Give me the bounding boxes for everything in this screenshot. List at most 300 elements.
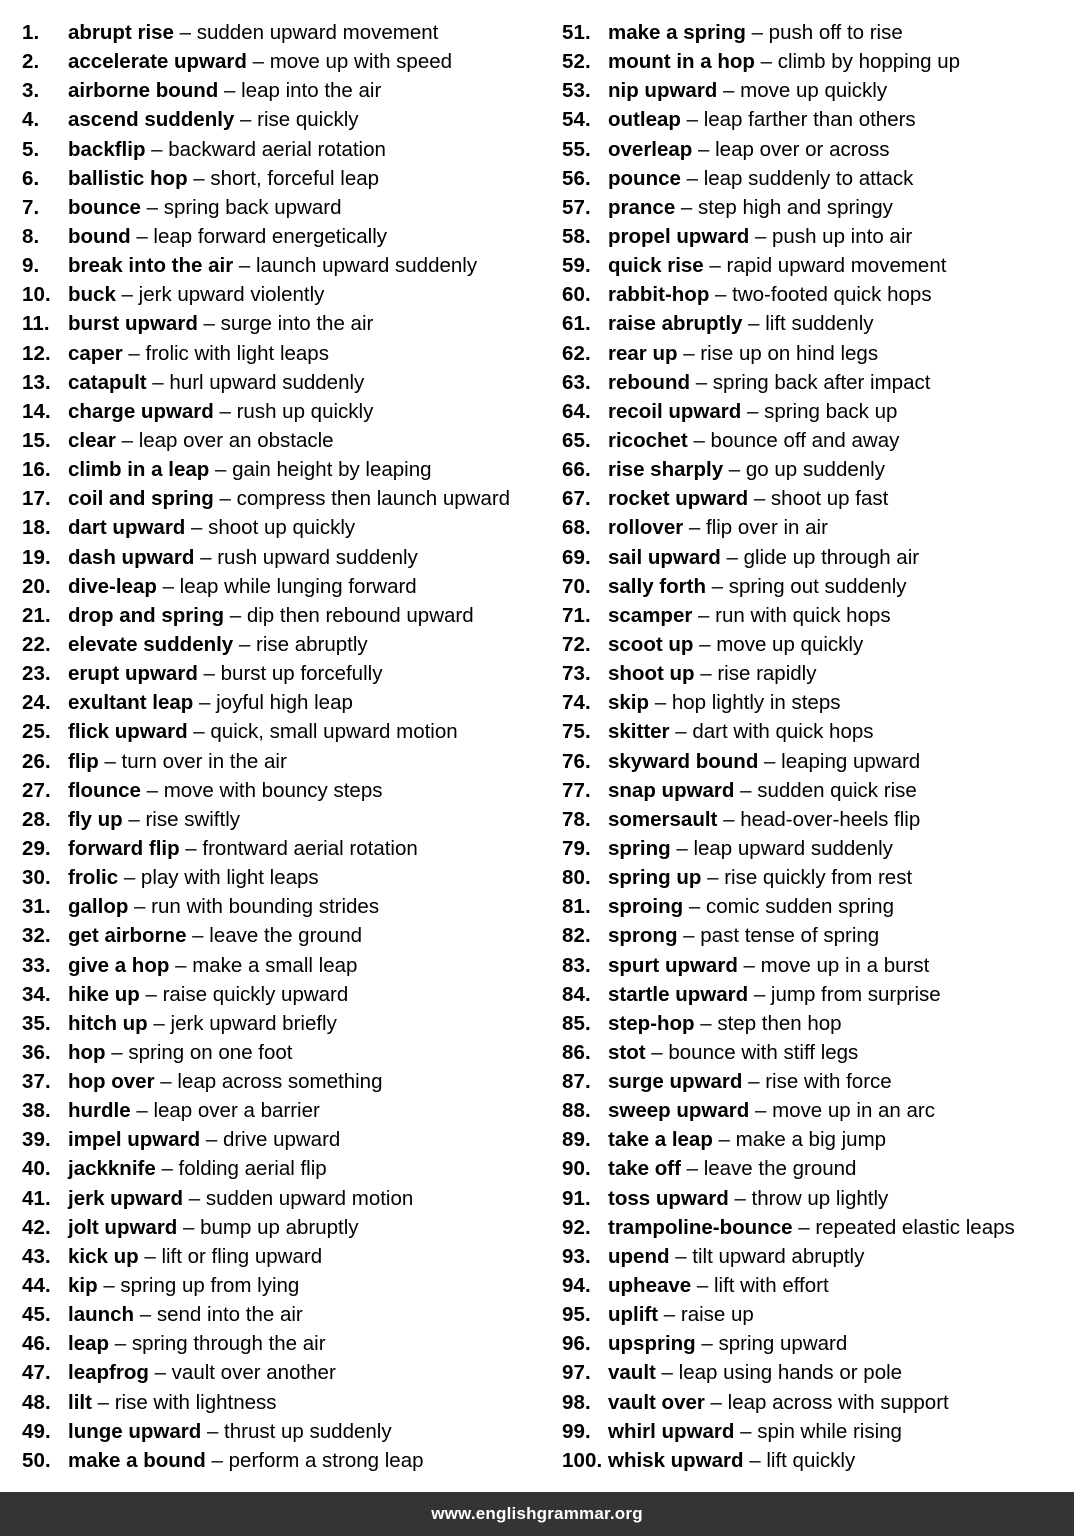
list-item-definition: rise up on hind legs [700,341,879,365]
list-item-term: get airborne [68,924,187,948]
list-item-body [608,747,920,776]
list-item-definition: rise swiftly [145,807,241,831]
list-item-body [68,892,379,921]
list-item-body [608,1417,902,1446]
list-item-separator: – [717,807,741,831]
list-item-term: skyward bound [608,749,759,773]
list-item-definition: leap over a barrier [153,1099,320,1123]
list-item-body [68,1067,383,1096]
list-item-term: uplift [608,1303,659,1327]
list-item-body [608,805,920,834]
list-item-definition: leap into the air [241,79,382,103]
list-item-term: clear [68,428,116,452]
list-item-definition: rise rapidly [717,662,817,686]
list-item [22,426,550,455]
list-item-separator: – [115,283,139,307]
list-item-body [608,339,878,368]
list-item-body [68,1417,392,1446]
list-item-number: 81. [562,895,591,919]
list-item-number: 16. [22,458,51,482]
list-item [562,1096,1074,1125]
list-item-term: hike up [68,982,140,1006]
list-item-term: leapfrog [68,1361,149,1385]
list-item-separator: – [749,224,773,248]
list-item [22,688,550,717]
list-item-number: 76. [562,749,591,773]
list-item-definition: sudden quick rise [757,778,917,802]
list-item-separator: – [742,1070,766,1094]
list-item-body [608,601,891,630]
list-item-term: shoot up [608,662,695,686]
list-item-separator: – [645,1040,669,1064]
list-item-body [608,1300,754,1329]
list-item-separator: – [148,1361,172,1385]
list-item-separator: – [677,341,701,365]
list-item [22,601,550,630]
list-item-definition: surge into the air [220,312,374,336]
list-item [22,834,550,863]
list-item [562,251,1074,280]
list-item-definition: throw up lightly [751,1186,889,1210]
list-item-separator: – [155,1157,179,1181]
synonym-list-left [22,18,550,1475]
list-item-separator: – [748,982,771,1006]
list-item-definition: hop lightly in steps [671,691,841,715]
list-item [562,1329,1074,1358]
list-item-body [608,397,897,426]
list-item-definition: vault over another [171,1361,336,1385]
list-item [562,630,1074,659]
list-item [22,747,550,776]
list-item [22,980,550,1009]
list-item-definition: sudden upward motion [205,1186,414,1210]
list-item-separator: – [737,953,761,977]
list-item-term: whisk upward [608,1448,744,1472]
list-item-body [608,572,907,601]
list-item-definition: step high and springy [698,195,893,219]
list-item [22,892,550,921]
list-item-body [608,222,912,251]
list-item-term: jackknife [68,1157,156,1181]
list-item-term: fly up [68,807,123,831]
list-item [562,339,1074,368]
list-item-separator: – [140,195,164,219]
list-item-separator: – [145,137,169,161]
list-item-separator: – [205,1448,229,1472]
list-item [562,1038,1074,1067]
list-item-definition: frolic with light leaps [145,341,329,365]
list-item-body [608,659,816,688]
list-item-body [68,105,359,134]
list-item-number: 45. [22,1303,51,1327]
list-item-body [68,863,319,892]
list-item-number: 89. [562,1128,591,1152]
list-item-separator: – [183,1186,206,1210]
list-item-number: 29. [22,836,51,860]
list-item-separator: – [200,1128,223,1152]
footer-website-url[interactable]: www.englishgrammar.org [431,1504,643,1523]
list-item-separator: – [758,749,782,773]
list-item-term: dart upward [68,516,186,540]
list-item-number: 79. [562,836,591,860]
list-item-separator: – [717,79,741,103]
list-item-number: 67. [562,487,591,511]
list-item-number: 42. [22,1215,51,1239]
list-item-number: 35. [22,1011,51,1035]
list-item-body [68,222,387,251]
list-item-number: 68. [562,516,591,540]
list-item-separator: – [130,224,154,248]
list-item-term: make a bound [68,1448,206,1472]
list-item-definition: comic sudden spring [705,895,894,919]
list-item-body [68,1154,327,1183]
list-item [22,543,550,572]
list-item-separator: – [670,836,694,860]
list-item-body [68,1213,359,1242]
list-item [562,309,1074,338]
list-item-separator: – [669,1244,693,1268]
list-item [22,164,550,193]
list-item-number: 96. [562,1332,591,1356]
list-item [562,659,1074,688]
list-item [22,951,550,980]
list-item [22,572,550,601]
list-item-body [608,368,930,397]
list-item-definition: spring back up [764,399,898,423]
list-item [22,1358,550,1387]
list-item-definition: folding aerial flip [178,1157,327,1181]
list-item-term: leap [68,1332,110,1356]
list-item-body [608,426,899,455]
list-item-number: 54. [562,108,591,132]
list-item [562,776,1074,805]
list-item-body [608,76,887,105]
list-item-term: rebound [608,370,690,394]
list-item-number: 9. [22,254,40,278]
list-item-number: 61. [562,312,591,336]
list-item-body [68,630,368,659]
list-item-term: frolic [68,866,119,890]
list-item-separator: – [122,807,146,831]
list-item-term: take off [608,1157,681,1181]
list-item [22,1213,550,1242]
list-item-body [68,572,417,601]
list-item-number: 85. [562,1011,591,1035]
list-item-number: 56. [562,166,591,190]
list-item-definition: rise quickly from rest [724,866,913,890]
list-item-term: kick up [68,1244,139,1268]
list-item-body [68,1300,303,1329]
list-item [562,135,1074,164]
list-item-body [608,1154,856,1183]
list-item-separator: – [140,778,164,802]
list-item-number: 20. [22,574,51,598]
list-item-body [608,193,893,222]
list-item-number: 26. [22,749,51,773]
list-item-number: 32. [22,924,51,948]
list-item [22,1009,550,1038]
list-item-definition: spring up from lying [120,1274,300,1298]
list-item-separator: – [742,312,766,336]
list-item [562,1388,1074,1417]
list-item-separator: – [185,516,209,540]
list-item-separator: – [743,1448,767,1472]
list-item-body [608,309,874,338]
list-item [562,18,1074,47]
list-item-definition: lift suddenly [765,312,874,336]
list-item-term: rear up [608,341,678,365]
list-item-term: give a hop [68,953,170,977]
list-item [562,572,1074,601]
list-item-term: accelerate upward [68,50,247,74]
list-item-number: 84. [562,982,591,1006]
list-item-separator: – [187,166,211,190]
list-item-number: 97. [562,1361,591,1385]
list-item-body [68,484,510,513]
list-item-body [608,863,912,892]
list-item [562,426,1074,455]
list-item-term: buck [68,283,116,307]
list-item-separator: – [234,108,258,132]
list-item-definition: leap across with support [727,1390,949,1414]
list-item-definition: rush up quickly [236,399,374,423]
list-item-number: 88. [562,1099,591,1123]
list-item-definition: quick, small upward motion [210,720,458,744]
list-item-separator: – [193,691,217,715]
list-item-number: 92. [562,1215,591,1239]
list-item-term: bounce [68,195,141,219]
list-item-definition: shoot up quickly [208,516,356,540]
list-item-term: lunge upward [68,1419,202,1443]
list-item-number: 34. [22,982,51,1006]
list-item-definition: jump from surprise [770,982,941,1006]
list-item-term: rollover [608,516,684,540]
list-item-body [68,339,329,368]
list-item [22,717,550,746]
list-item-term: exultant leap [68,691,194,715]
list-item-body [608,543,919,572]
list-item-separator: – [147,1011,171,1035]
list-item-number: 73. [562,662,591,686]
list-item-term: raise abruptly [608,312,743,336]
list-item [562,921,1074,950]
list-item-number: 38. [22,1099,51,1123]
list-item-definition: glide up through air [743,545,920,569]
list-item-number: 78. [562,807,591,831]
list-item-term: hop [68,1040,106,1064]
list-item-term: gallop [68,895,129,919]
list-item-body [608,1038,858,1067]
list-item-separator: – [705,574,729,598]
list-item-number: 39. [22,1128,51,1152]
list-item-separator: – [187,720,211,744]
list-item [562,951,1074,980]
list-item [562,805,1074,834]
list-item-number: 52. [562,50,591,74]
list-item-separator: – [701,866,725,890]
list-item-definition: lift or fling upward [161,1244,323,1268]
list-item-definition: move up quickly [740,79,888,103]
list-item-number: 98. [562,1390,591,1414]
list-item-body [68,135,386,164]
list-item-body [608,892,894,921]
list-item-term: step-hop [608,1011,695,1035]
list-item-term: whirl upward [608,1419,735,1443]
list-item-number: 62. [562,341,591,365]
list-item [22,921,550,950]
list-item-definition: thrust up suddenly [224,1419,392,1443]
list-item-separator: – [680,108,704,132]
list-item-separator: – [675,195,699,219]
list-item-definition: leaping upward [781,749,921,773]
list-item [22,1154,550,1183]
list-item-separator: – [154,1070,178,1094]
list-item-term: rabbit-hop [608,283,710,307]
list-item-term: launch [68,1303,135,1327]
list-item-term: sweep upward [608,1099,750,1123]
list-item-separator: – [224,603,247,627]
list-item [562,47,1074,76]
list-item-term: make a spring [608,21,746,44]
list-item [22,18,550,47]
list-item-number: 3. [22,79,40,103]
list-item-body [608,280,932,309]
list-item-number: 74. [562,691,591,715]
list-item [22,280,550,309]
list-item-definition: spring back upward [163,195,342,219]
list-item-term: elevate suddenly [68,632,234,656]
list-item-separator: – [134,1303,157,1327]
list-item-number: 46. [22,1332,51,1356]
list-item-separator: – [139,982,163,1006]
list-item-body [68,1446,424,1475]
list-item-separator: – [693,632,717,656]
list-item-definition: climb by hopping up [777,50,961,74]
list-item-body [608,164,913,193]
list-item-separator: – [122,341,146,365]
list-item-body [68,309,373,338]
list-item-body [68,1271,299,1300]
list-item-term: startle upward [608,982,749,1006]
list-item-body [68,1184,413,1213]
list-item-separator: – [692,603,716,627]
list-item-number: 41. [22,1186,51,1210]
list-item-separator: – [734,778,758,802]
list-item-number: 58. [562,224,591,248]
list-item-term: upheave [608,1274,692,1298]
list-item [22,776,550,805]
list-item-separator: – [704,1390,728,1414]
list-item-definition: burst up forcefully [220,662,383,686]
list-item-separator: – [680,1157,704,1181]
list-item-definition: dip then rebound upward [246,603,474,627]
list-item-body [608,47,960,76]
list-item-term: upend [608,1244,670,1268]
list-item-definition: backward aerial rotation [168,137,386,161]
list-item-separator: – [669,720,693,744]
list-item-separator: – [179,836,203,860]
list-item-definition: leap over or across [715,137,890,161]
list-item-definition: raise quickly upward [162,982,349,1006]
list-item-body [68,426,334,455]
list-item-separator: – [683,516,706,540]
list-item [22,805,550,834]
list-item-term: vault [608,1361,656,1385]
list-item-number: 13. [22,370,51,394]
list-item-separator: – [728,1186,752,1210]
footer-bar [0,1492,1074,1536]
list-item-definition: spring out suddenly [728,574,907,598]
list-item-body [68,951,357,980]
list-item-number: 100. [562,1448,603,1472]
list-item-definition: rapid upward movement [726,254,947,278]
list-item-number: 22. [22,632,51,656]
list-item-term: quick rise [608,254,704,278]
list-item-definition: step then hop [717,1011,842,1035]
list-item [22,630,550,659]
list-item [562,980,1074,1009]
list-item [562,368,1074,397]
list-item-definition: dart with quick hops [692,720,874,744]
list-item-number: 99. [562,1419,591,1443]
list-item [562,834,1074,863]
list-item-separator: – [233,254,256,278]
list-item-definition: raise up [680,1303,754,1327]
list-item-body [68,1329,326,1358]
list-item [562,1009,1074,1038]
list-item-body [608,1358,902,1387]
list-item-separator: – [197,312,221,336]
list-item-number: 12. [22,341,51,365]
list-item [562,1242,1074,1271]
list-item-definition: tilt upward abruptly [692,1244,865,1268]
list-item-separator: – [754,50,778,74]
list-item [562,193,1074,222]
list-item-separator: – [734,1419,758,1443]
list-item [562,717,1074,746]
list-item-definition: play with light leaps [140,866,319,890]
list-item-number: 11. [22,312,50,336]
list-item [22,251,550,280]
list-item-number: 75. [562,720,591,744]
list-item-number: 24. [22,691,51,715]
list-item-definition: push off to rise [768,21,903,44]
list-item-term: stot [608,1040,646,1064]
list-item-number: 95. [562,1303,591,1327]
list-item-number: 93. [562,1244,591,1268]
list-item-term: burst upward [68,312,198,336]
list-item-body [68,18,438,47]
list-item-term: hitch up [68,1011,148,1035]
list-item-term: scoot up [608,632,694,656]
list-item-number: 28. [22,807,51,831]
list-item-number: 31. [22,895,51,919]
list-item-separator: – [98,749,122,773]
list-item-term: jerk upward [68,1186,184,1210]
list-item [22,1096,550,1125]
list-item [22,47,550,76]
list-item-body [68,1125,340,1154]
list-item-term: scamper [608,603,693,627]
list-item-term: overleap [608,137,693,161]
list-item [562,484,1074,513]
list-item-definition: leap upward suddenly [693,836,893,860]
list-item-body [68,76,381,105]
list-item [22,339,550,368]
list-item-definition: past tense of spring [700,924,880,948]
list-item [562,455,1074,484]
list-item-number: 23. [22,662,51,686]
